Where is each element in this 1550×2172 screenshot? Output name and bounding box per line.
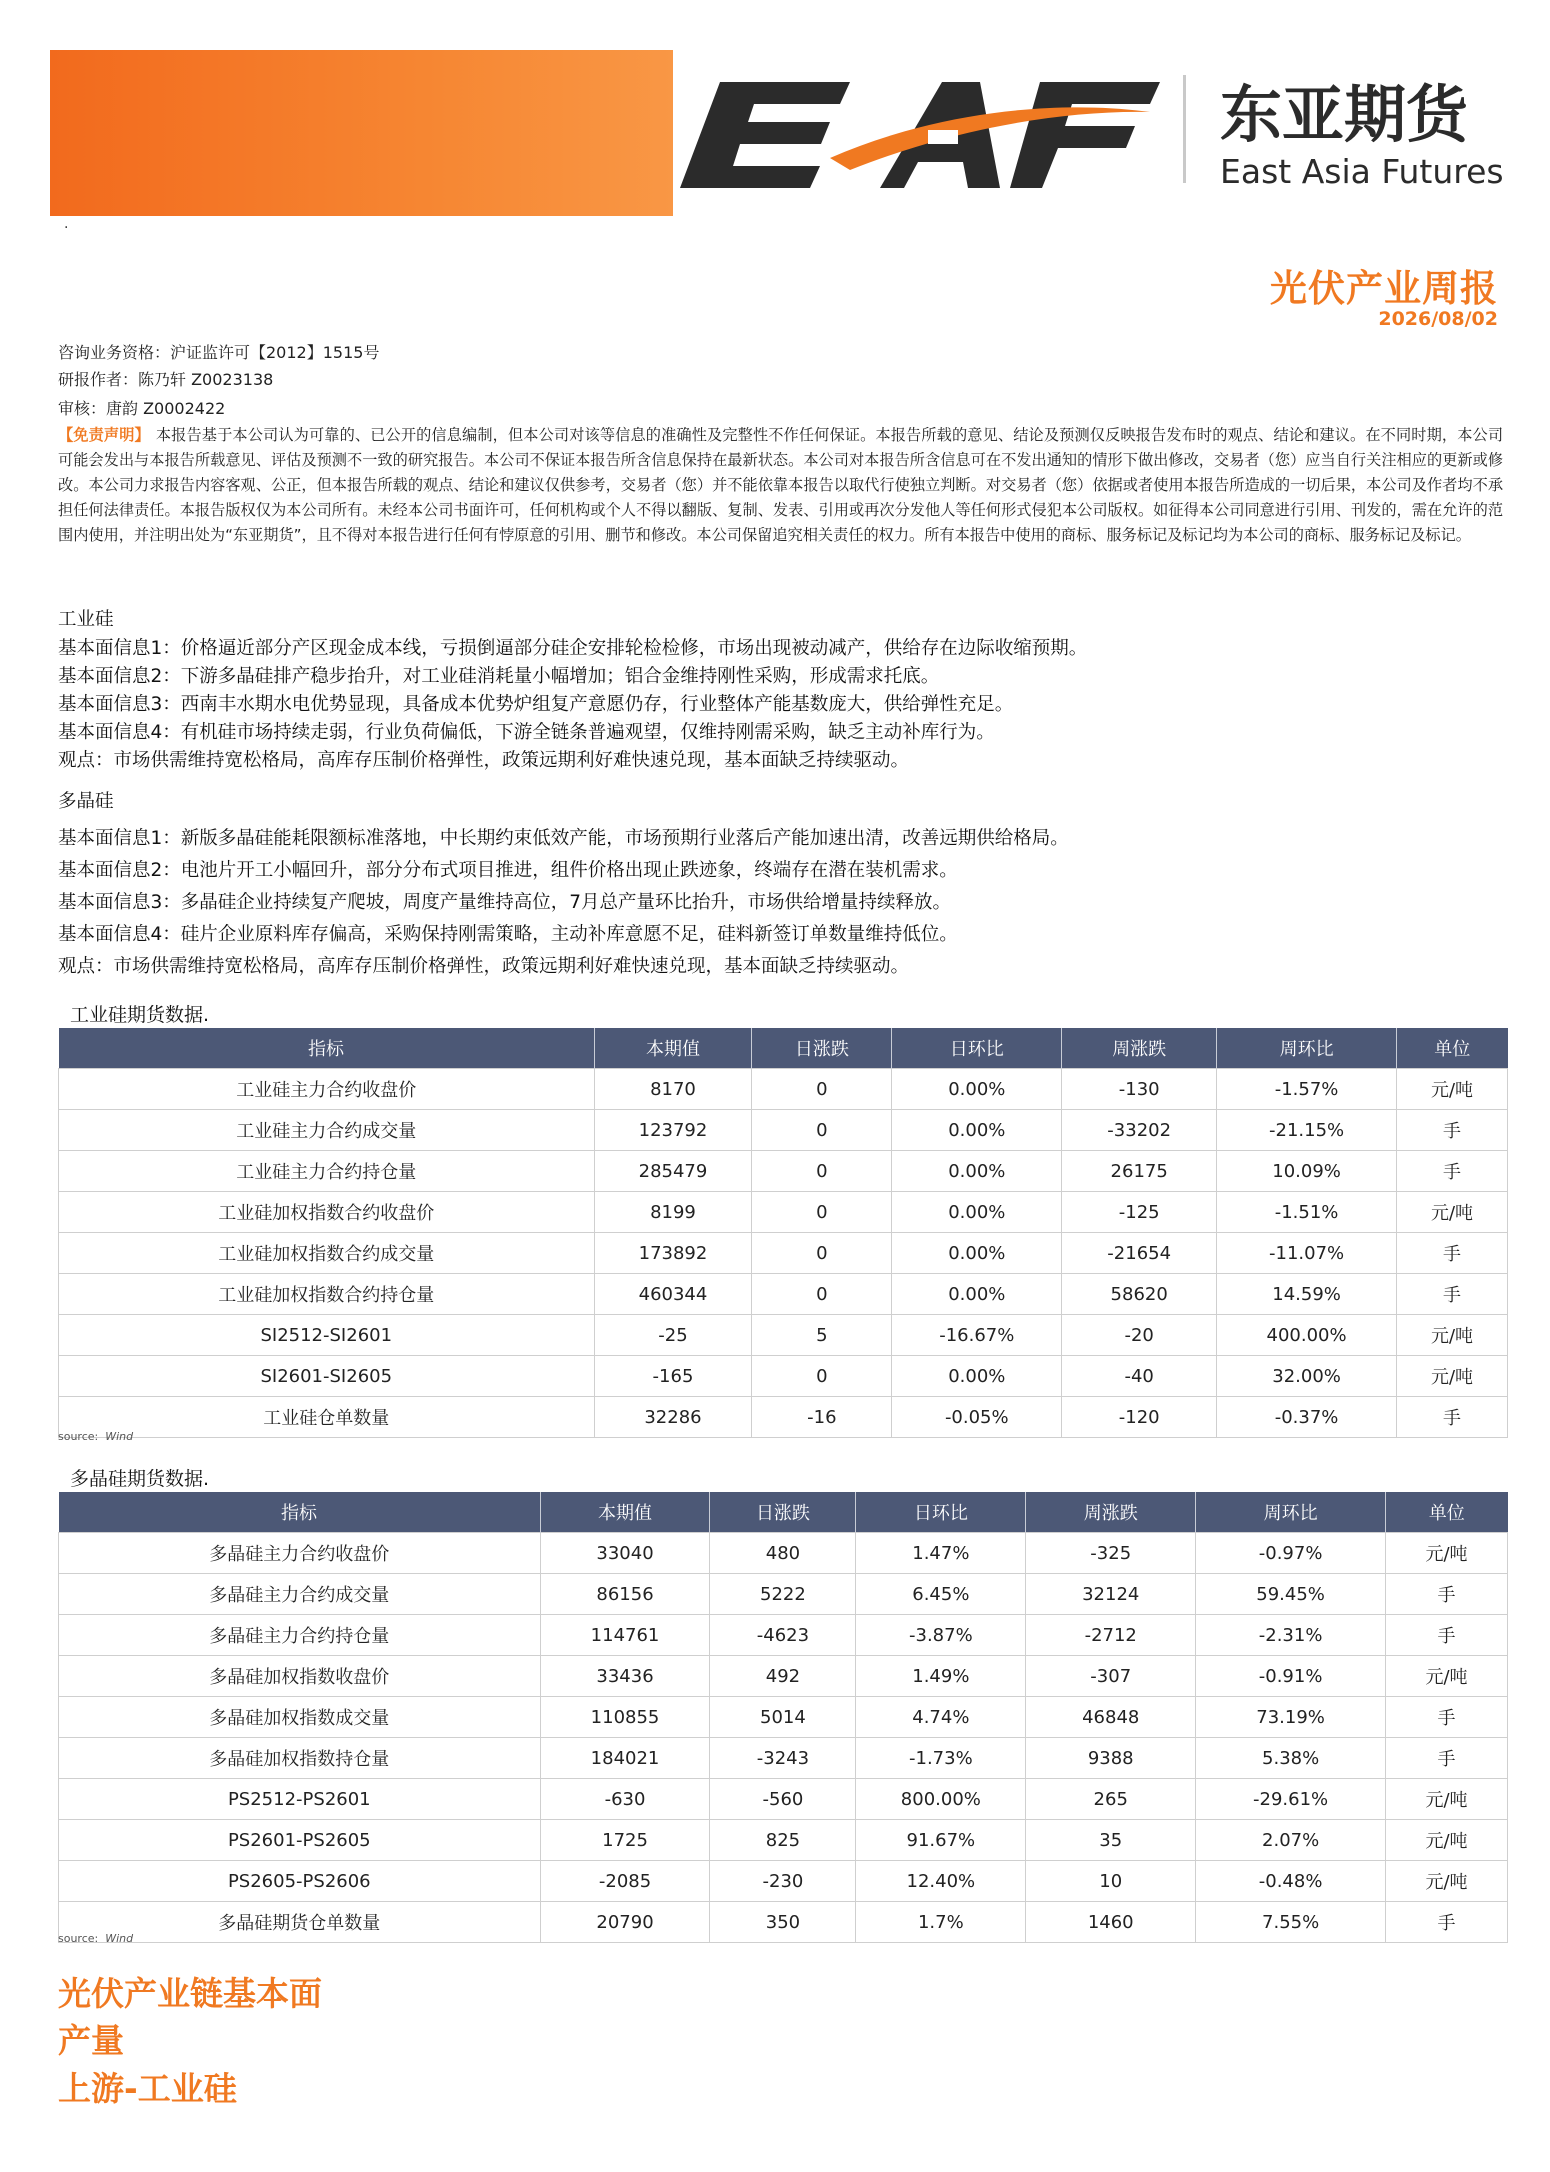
table-cell: 35: [1026, 1820, 1196, 1861]
column-header: 本期值: [540, 1492, 710, 1533]
ps-source-note: [58, 1932, 133, 1945]
table-cell: -2712: [1026, 1615, 1196, 1656]
table-cell: 114761: [540, 1615, 710, 1656]
table-row: [59, 1233, 1508, 1274]
row-label-cell: 工业硅加权指数合约成交量: [59, 1233, 595, 1274]
table-cell: 1.47%: [856, 1533, 1026, 1574]
table-cell: -307: [1026, 1656, 1196, 1697]
source-name: Wind: [105, 1430, 134, 1443]
table-cell: 元/吨: [1386, 1820, 1508, 1861]
table-cell: 手: [1397, 1397, 1508, 1438]
table-row: [59, 1274, 1508, 1315]
row-label-cell: SI2601-SI2605: [59, 1356, 595, 1397]
table-cell: -2085: [540, 1861, 710, 1902]
source-label: source:: [58, 1430, 99, 1443]
row-label-cell: PS2605-PS2606: [59, 1861, 541, 1902]
table-cell: 33436: [540, 1656, 710, 1697]
column-header: 日环比: [856, 1492, 1026, 1533]
table-cell: 1460: [1026, 1902, 1196, 1943]
section-title: 多晶硅: [58, 791, 114, 812]
chain-fundamentals-heading: 光伏产业链基本面: [58, 1974, 322, 2013]
row-label-cell: 多晶硅加权指数成交量: [59, 1697, 541, 1738]
table-cell: 1.7%: [856, 1902, 1026, 1943]
column-header: 指标: [59, 1028, 595, 1069]
table-cell: 58620: [1062, 1274, 1217, 1315]
logo-cn-text: 东亚期货: [1220, 78, 1469, 151]
table-cell: 手: [1397, 1233, 1508, 1274]
table-row: [59, 1315, 1508, 1356]
upstream-si-heading: 上游-工业硅: [58, 2069, 237, 2108]
polysilicon-section: [58, 787, 1508, 983]
table-cell: -0.37%: [1217, 1397, 1397, 1438]
table-cell: 手: [1397, 1110, 1508, 1151]
ps-table-title: 多晶硅期货数据.: [70, 1468, 210, 1490]
table-cell: 元/吨: [1397, 1192, 1508, 1233]
table-cell: 0: [752, 1274, 892, 1315]
table-row: [59, 1533, 1508, 1574]
table-cell: -40: [1062, 1356, 1217, 1397]
industrial-silicon-section: [58, 605, 1508, 775]
table-cell: 手: [1397, 1151, 1508, 1192]
row-label-cell: 工业硅加权指数合约收盘价: [59, 1192, 595, 1233]
table-cell: 59.45%: [1196, 1574, 1386, 1615]
fundamental-line: 基本面信息4：有机硅市场持续走弱，行业负荷偏低，下游全链条普遍观望，仅维持刚需采购，缺乏主动补库行为。: [58, 722, 995, 743]
table-cell: 12.40%: [856, 1861, 1026, 1902]
table-cell: 元/吨: [1386, 1533, 1508, 1574]
column-header: 本期值: [594, 1028, 752, 1069]
table-cell: -16: [752, 1397, 892, 1438]
table-cell: 7.55%: [1196, 1902, 1386, 1943]
table-header-row: [59, 1028, 1508, 1069]
row-label-cell: 工业硅加权指数合约持仓量: [59, 1274, 595, 1315]
table-cell: 20790: [540, 1902, 710, 1943]
table-cell: -16.67%: [892, 1315, 1062, 1356]
table-row: [59, 1902, 1508, 1943]
table-cell: -11.07%: [1217, 1233, 1397, 1274]
table-cell: 元/吨: [1386, 1779, 1508, 1820]
table-row: [59, 1110, 1508, 1151]
table-cell: -630: [540, 1779, 710, 1820]
table-cell: 手: [1386, 1697, 1508, 1738]
table-cell: 86156: [540, 1574, 710, 1615]
viewpoint-line: 观点：市场供需维持宽松格局，高库存压制价格弹性，政策远期利好难快速兑现，基本面缺乏持续驱动。: [58, 750, 910, 771]
viewpoint-line: 观点：市场供需维持宽松格局，高库存压制价格弹性，政策远期利好难快速兑现，基本面缺乏持续驱动。: [58, 956, 910, 977]
table-cell: 32.00%: [1217, 1356, 1397, 1397]
table-cell: 46848: [1026, 1697, 1196, 1738]
table-cell: 5222: [710, 1574, 856, 1615]
header-dot: .: [64, 216, 69, 232]
table-cell: 285479: [594, 1151, 752, 1192]
table-row: [59, 1656, 1508, 1697]
table-cell: -560: [710, 1779, 856, 1820]
table-cell: 10: [1026, 1861, 1196, 1902]
table-cell: -25: [594, 1315, 752, 1356]
table-cell: 110855: [540, 1697, 710, 1738]
table-row: [59, 1397, 1508, 1438]
table-cell: 1.49%: [856, 1656, 1026, 1697]
table-cell: 33040: [540, 1533, 710, 1574]
column-header: 日环比: [892, 1028, 1062, 1069]
column-header: 单位: [1397, 1028, 1508, 1069]
table-row: [59, 1861, 1508, 1902]
disclaimer-tag: 【免责声明】: [58, 426, 150, 444]
column-header: 日涨跌: [752, 1028, 892, 1069]
table-cell: -0.97%: [1196, 1533, 1386, 1574]
table-cell: 元/吨: [1386, 1656, 1508, 1697]
table-cell: 0.00%: [892, 1356, 1062, 1397]
reviewer-text: 审核：唐韵 Z0002422: [58, 399, 226, 418]
fundamental-line: 基本面信息4：硅片企业原料库存偏高，采购保持刚需策略，主动补库意愿不足，硅料新签订单数量维持低位。: [58, 924, 958, 945]
row-label-cell: 工业硅仓单数量: [59, 1397, 595, 1438]
table-cell: 460344: [594, 1274, 752, 1315]
table-row: [59, 1069, 1508, 1110]
row-label-cell: 多晶硅加权指数收盘价: [59, 1656, 541, 1697]
table-cell: -3.87%: [856, 1615, 1026, 1656]
table-row: [59, 1192, 1508, 1233]
table-row: [59, 1820, 1508, 1861]
table-cell: 0: [752, 1069, 892, 1110]
fundamental-line: 基本面信息2：下游多晶硅排产稳步抬升，对工业硅消耗量小幅增加；铝合金维持刚性采购，形成需求托底。: [58, 666, 940, 687]
table-cell: -130: [1062, 1069, 1217, 1110]
table-cell: 手: [1386, 1738, 1508, 1779]
table-cell: -2.31%: [1196, 1615, 1386, 1656]
table-cell: 手: [1386, 1574, 1508, 1615]
table-cell: -1.51%: [1217, 1192, 1397, 1233]
row-label-cell: PS2512-PS2601: [59, 1779, 541, 1820]
table-cell: 73.19%: [1196, 1697, 1386, 1738]
si-source-note: [58, 1430, 133, 1443]
logo-en-text: East Asia Futures: [1220, 152, 1504, 191]
table-cell: 480: [710, 1533, 856, 1574]
fundamental-line: 基本面信息1：价格逼近部分产区现金成本线，亏损倒逼部分硅企安排轮检检修，市场出现被动减产，供给存在边际收缩预期。: [58, 638, 1088, 659]
column-header: 日涨跌: [710, 1492, 856, 1533]
table-cell: -120: [1062, 1397, 1217, 1438]
table-cell: 400.00%: [1217, 1315, 1397, 1356]
ps-futures-table: [58, 1492, 1508, 1943]
column-header: 周涨跌: [1026, 1492, 1196, 1533]
table-cell: 184021: [540, 1738, 710, 1779]
fundamental-line: 基本面信息3：多晶硅企业持续复产爬坡，周度产量维持高位，7月总产量环比抬升，市场供给增量持续释放。: [58, 892, 952, 913]
fundamental-line: 基本面信息2：电池片开工小幅回升，部分分布式项目推进，组件价格出现止跌迹象，终端存在潜在装机需求。: [58, 860, 958, 881]
report-date: 2026/08/02: [1378, 308, 1498, 330]
table-cell: 14.59%: [1217, 1274, 1397, 1315]
row-label-cell: 多晶硅加权指数持仓量: [59, 1738, 541, 1779]
table-row: [59, 1615, 1508, 1656]
table-cell: 元/吨: [1397, 1315, 1508, 1356]
table-cell: -20: [1062, 1315, 1217, 1356]
header-orange-banner: [50, 50, 673, 216]
table-cell: 0: [752, 1233, 892, 1274]
table-cell: 0.00%: [892, 1274, 1062, 1315]
production-heading: 产量: [58, 2021, 124, 2060]
table-cell: -165: [594, 1356, 752, 1397]
table-cell: 1725: [540, 1820, 710, 1861]
table-cell: 0.00%: [892, 1151, 1062, 1192]
table-row: [59, 1697, 1508, 1738]
table-cell: 2.07%: [1196, 1820, 1386, 1861]
column-header: 周环比: [1196, 1492, 1386, 1533]
table-cell: -125: [1062, 1192, 1217, 1233]
column-header: 单位: [1386, 1492, 1508, 1533]
table-cell: 9388: [1026, 1738, 1196, 1779]
table-row: [59, 1151, 1508, 1192]
table-cell: 91.67%: [856, 1820, 1026, 1861]
report-title: 光伏产业周报: [1270, 267, 1498, 310]
table-cell: 173892: [594, 1233, 752, 1274]
table-cell: -325: [1026, 1533, 1196, 1574]
table-cell: 10.09%: [1217, 1151, 1397, 1192]
table-cell: 0.00%: [892, 1110, 1062, 1151]
table-row: [59, 1574, 1508, 1615]
column-header: 周环比: [1217, 1028, 1397, 1069]
fundamental-line: 基本面信息3：西南丰水期水电优势显现，具备成本优势炉组复产意愿仍存，行业整体产能基数庞大，供给弹性充足。: [58, 694, 1014, 715]
table-cell: 0.00%: [892, 1069, 1062, 1110]
table-cell: 0: [752, 1192, 892, 1233]
table-cell: 手: [1386, 1615, 1508, 1656]
qualification-text: 咨询业务资格：沪证监许可【2012】1515号: [58, 343, 380, 362]
table-cell: 0.00%: [892, 1233, 1062, 1274]
row-label-cell: 多晶硅主力合约收盘价: [59, 1533, 541, 1574]
table-cell: 0.00%: [892, 1192, 1062, 1233]
section-title: 工业硅: [58, 609, 114, 630]
table-cell: 4.74%: [856, 1697, 1026, 1738]
table-cell: 32286: [594, 1397, 752, 1438]
table-cell: 123792: [594, 1110, 752, 1151]
author-text: 研报作者：陈乃轩 Z0023138: [58, 370, 274, 389]
column-header: 周涨跌: [1062, 1028, 1217, 1069]
table-cell: 元/吨: [1397, 1069, 1508, 1110]
table-cell: 手: [1397, 1274, 1508, 1315]
row-label-cell: SI2512-SI2601: [59, 1315, 595, 1356]
table-cell: -21654: [1062, 1233, 1217, 1274]
table-row: [59, 1356, 1508, 1397]
row-label-cell: 多晶硅期货仓单数量: [59, 1902, 541, 1943]
company-logo: [680, 70, 1510, 210]
table-cell: 8170: [594, 1069, 752, 1110]
table-cell: -4623: [710, 1615, 856, 1656]
table-cell: 800.00%: [856, 1779, 1026, 1820]
table-cell: 265: [1026, 1779, 1196, 1820]
table-cell: -0.05%: [892, 1397, 1062, 1438]
table-cell: -230: [710, 1861, 856, 1902]
table-header-row: [59, 1492, 1508, 1533]
table-row: [59, 1738, 1508, 1779]
table-cell: 6.45%: [856, 1574, 1026, 1615]
source-label: source:: [58, 1932, 99, 1945]
table-cell: 元/吨: [1397, 1356, 1508, 1397]
table-cell: -33202: [1062, 1110, 1217, 1151]
table-cell: 350: [710, 1902, 856, 1943]
table-cell: 5.38%: [1196, 1738, 1386, 1779]
table-cell: 0: [752, 1151, 892, 1192]
table-cell: 8199: [594, 1192, 752, 1233]
table-cell: -21.15%: [1217, 1110, 1397, 1151]
disclaimer-text: 本报告基于本公司认为可靠的、已公开的信息编制，但本公司对该等信息的准确性及完整性不作任何保证。本报告所载的意见、结论及预测仅反映报告发布时的观点、结论和建议。在不同时期，本公司可能会发出与本报告所载意见、评估及预测不一致的研究报告。本公司不保证本报告所含信息保持在最新状态。本公司对本报告所含信息可在不发出通知的情形下做出修改，交易者（您）应当自行关注相应的更新或修改。本公司力求报告内容客观、公正，但本报告所载的观点、结论和建议仅供参考，交易者（您）并不能依靠本报告以取代行使独立判断。对交易者（您）依据或者使用本报告所造成的一切后果，本公司及作者均不承担任何法律责任。本报告版权仅为本公司所有。未经本公司书面许可，任何机构或个人不得以翻版、复制、发表、引用或再次分发他人等任何形式侵犯本公司版权。如征得本公司同意进行引用、刊发的，需在允许的范围内使用，并注明出处为“东亚期货”，且不得对本报告进行任何有悖原意的引用、删节和修改。本公司保留追究相关责任的权力。所有本报告中使用的商标、服务标记及标记均为本公司的商标、服务标记及标记。: [58, 426, 1504, 544]
fundamental-line: 基本面信息1：新版多晶硅能耗限额标准落地，中长期约束低效产能，市场预期行业落后产能加速出清，改善远期供给格局。: [58, 828, 1069, 849]
si-futures-table: [58, 1028, 1508, 1438]
table-cell: 5014: [710, 1697, 856, 1738]
row-label-cell: 工业硅主力合约成交量: [59, 1110, 595, 1151]
column-header: 指标: [59, 1492, 541, 1533]
row-label-cell: PS2601-PS2605: [59, 1820, 541, 1861]
row-label-cell: 多晶硅主力合约持仓量: [59, 1615, 541, 1656]
table-cell: 元/吨: [1386, 1861, 1508, 1902]
table-row: [59, 1779, 1508, 1820]
disclaimer: [58, 423, 1503, 548]
table-cell: 26175: [1062, 1151, 1217, 1192]
row-label-cell: 工业硅主力合约持仓量: [59, 1151, 595, 1192]
row-label-cell: 多晶硅主力合约成交量: [59, 1574, 541, 1615]
table-cell: 5: [752, 1315, 892, 1356]
source-name: Wind: [105, 1932, 134, 1945]
table-cell: 手: [1386, 1902, 1508, 1943]
table-cell: 825: [710, 1820, 856, 1861]
table-cell: -29.61%: [1196, 1779, 1386, 1820]
table-cell: 32124: [1026, 1574, 1196, 1615]
table-cell: -1.57%: [1217, 1069, 1397, 1110]
table-cell: -0.91%: [1196, 1656, 1386, 1697]
table-cell: -1.73%: [856, 1738, 1026, 1779]
row-label-cell: 工业硅主力合约收盘价: [59, 1069, 595, 1110]
table-cell: 0: [752, 1110, 892, 1151]
table-cell: -3243: [710, 1738, 856, 1779]
table-cell: -0.48%: [1196, 1861, 1386, 1902]
table-cell: 0: [752, 1356, 892, 1397]
si-table-title: 工业硅期货数据.: [70, 1004, 210, 1026]
table-cell: 492: [710, 1656, 856, 1697]
